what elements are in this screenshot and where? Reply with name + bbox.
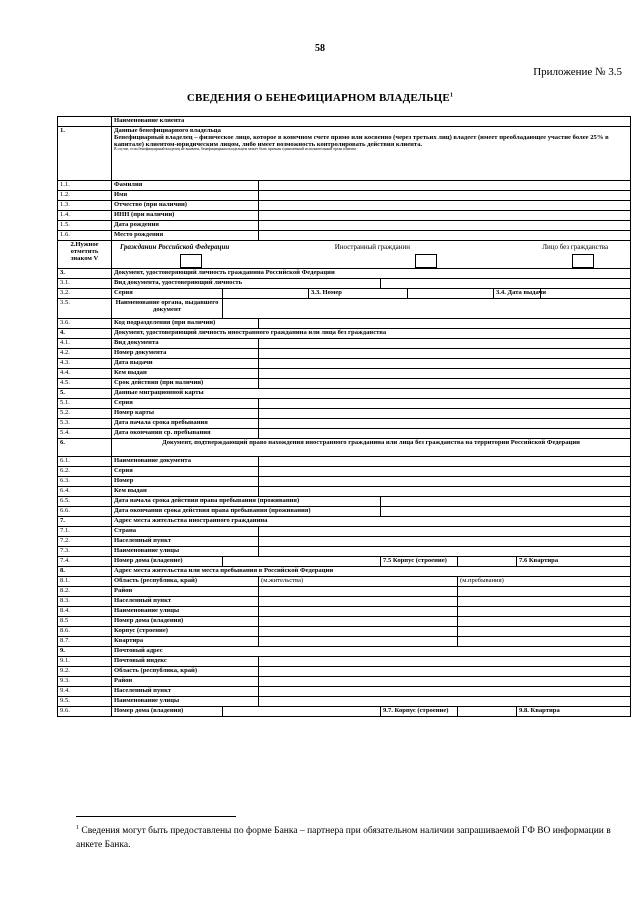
field-input[interactable] [259,537,631,547]
field-input[interactable] [259,687,631,697]
field-division-code-label: Код подразделения (при наличии) [112,319,259,329]
row-number: 3.6. [58,319,112,329]
field-number-label: 3.3. Номер [309,289,408,299]
field-house-input[interactable] [223,707,381,717]
row-number: 8.1. [58,577,112,587]
field-birthdate-input[interactable] [259,221,631,231]
field-label: Почтовый индекс [112,657,259,667]
row-number: 4.2. [58,349,112,359]
field-label: Наименование документа [112,457,259,467]
section8-heading: Адрес места жительства или места пребывания в Российской Федерации [112,567,631,577]
opt-stateless-label: Лицо без гражданства [542,243,609,251]
footnote-text: Сведения могут быть предоставлены по форме Банка – партнера при обязательном наличии запрашиваемой ГФ ВО информации в анкете Банка. [76,826,611,851]
row-number: 8.2. [58,587,112,597]
field-input[interactable] [259,419,631,429]
stay-input[interactable] [458,607,631,617]
opt-foreign-checkbox[interactable] [415,254,437,268]
section5-heading: Данные миграционной карты [112,389,631,399]
row-number: 4.3. [58,359,112,369]
page-number: 58 [315,43,325,54]
field-label: Область (республика, край) [112,667,259,677]
field-input[interactable] [259,359,631,369]
opt-foreign-label: Иностранный гражданин [334,243,410,251]
field-input[interactable] [381,507,631,517]
row-number: 5.2. [58,409,112,419]
field-label: Номер документа [112,349,259,359]
row-number: 6.2. [58,467,112,477]
field-birthdate-label: Дата рождения [112,221,259,231]
field-issue-date-input[interactable] [541,289,631,299]
field-apartment-label: 9.8. Квартира [517,707,631,717]
field-label: Район [112,677,259,687]
residence-input[interactable] [259,637,458,647]
field-building-input[interactable] [458,707,517,717]
row-number: 9.2. [58,667,112,677]
opt-stateless-checkbox[interactable] [572,254,594,268]
row-number: 7.3. [58,547,112,557]
field-input[interactable] [259,409,631,419]
section-1-heading: Данные бенефициарного владельца [114,127,221,134]
field-name-input[interactable] [259,191,631,201]
field-input[interactable] [259,467,631,477]
row-number: 6.6. [58,507,112,517]
field-input[interactable] [259,339,631,349]
section-1-content [112,127,631,181]
stay-input[interactable]: (м.пребывания) [458,577,631,587]
beneficiary-form-table [57,116,631,717]
section7-heading: Адрес места жительства иностранного гражданина [112,517,631,527]
postal-code-cells[interactable] [259,657,631,667]
row-number: 3.2. [58,289,112,299]
field-patronymic-label: Отчество (при наличии) [112,201,259,211]
appendix-label: Приложение № 3.5 [533,66,622,78]
row-number: 8.7. [58,637,112,647]
field-label: Номер карты [112,409,259,419]
client-name-label: Наименование клиента [112,117,631,127]
row-number: 4.5. [58,379,112,389]
stay-input[interactable] [458,637,631,647]
residence-input[interactable] [259,587,458,597]
row-number: 8.5 [58,617,112,627]
field-number-input[interactable] [408,289,494,299]
field-label: Наименование улицы [112,547,259,557]
field-inn-cells[interactable] [259,211,631,221]
field-label: Кем выдан [112,487,259,497]
field-label: Наименование улицы [112,607,259,617]
row-number: 3.1. [58,279,112,289]
field-issuer-label: Наименование органа, выдавшего документ [112,299,223,319]
section-1-number: 1. [58,127,112,181]
field-house-label: Номер дома (владения) [112,707,223,717]
section7-number: 7. [58,517,112,527]
residence-input[interactable] [259,617,458,627]
residence-input[interactable] [259,607,458,617]
opt-citizen-checkbox[interactable] [180,254,202,268]
row-number: 4.1. [58,339,112,349]
footnote [76,824,626,853]
field-birthplace-input[interactable] [259,231,631,241]
field-label: Район [112,587,259,597]
stay-input[interactable] [458,627,631,637]
field-series-label: Серия [112,289,223,299]
field-label: Населенный пункт [112,687,259,697]
field-building-label: 9.7. Корпус (строение) [381,707,458,717]
field-label: Кем выдан [112,369,259,379]
beneficiary-note: В случае, если бенефициарный владелец не выявлен, бенефициарным владельцем может быть признан единоличный исполнительный орган клиента. [114,147,357,152]
field-input[interactable] [259,667,631,677]
field-label: Дата окончания ср. пребывания [112,429,259,439]
field-name-label: Имя [112,191,259,201]
row-number: 6.1. [58,457,112,467]
field-label: Дата выдачи [112,359,259,369]
row-number: 7.1. [58,527,112,537]
field-input[interactable] [259,349,631,359]
field-building-input[interactable] [458,557,517,567]
footnote-mark: 1 [76,825,79,831]
row-number: 1.4. [58,211,112,221]
field-building-label: 7.5 Корпус (строение) [381,557,458,567]
field-label: Дата окончания срока действия права пребывания (проживания) [112,507,381,517]
field-apartment-label: 7.6 Квартира [517,557,631,567]
field-patronymic-input[interactable] [259,201,631,211]
form-title: СВЕДЕНИЯ О БЕНЕФИЦИАРНОМ ВЛАДЕЛЬЦЕ$^1$ [186,92,454,104]
stay-input[interactable] [458,597,631,607]
row-number: 9.3. [58,677,112,687]
opt-citizen-label: Гражданин Российской Федерации [120,243,230,251]
field-label: Серия [112,399,259,409]
field-issue-date-label: 3.4. Дата выдачи [494,289,541,299]
field-label: Область (республика, край) [112,577,259,587]
field-input[interactable] [259,429,631,439]
section-2-number: 2.Нужное отметить знаком V [58,241,112,269]
row-number: 9.6. [58,707,112,717]
field-label: Номер дома (владения) [112,617,259,627]
row-number: 1.1. [58,181,112,191]
field-surname-label: Фамилия [112,181,259,191]
row-number: 9.4. [58,687,112,697]
section-3-number: 3. [58,269,112,279]
stay-input[interactable] [458,617,631,627]
row-number: 3.5. [58,299,112,319]
field-house-label: Номер дома (владение) [112,557,223,567]
field-label: Вид документа [112,339,259,349]
section6-heading: Документ, подтверждающий право нахождения иностранного гражданина или лица без гражданства на территории Российской Федерации [112,439,631,457]
field-input[interactable] [259,379,631,389]
row-number: 6.5. [58,497,112,507]
field-input[interactable] [259,547,631,557]
field-input[interactable] [259,487,631,497]
section8-number: 8. [58,567,112,577]
row-number: 4.4. [58,369,112,379]
field-issuer-input[interactable] [223,299,631,319]
row-number: 6.4. [58,487,112,497]
field-birthplace-label: Место рождения [112,231,259,241]
field-doc-type-label: Вид документа, удостоверяющий личность [112,279,381,289]
row-number: 8.3. [58,597,112,607]
row-number: 5.4. [58,429,112,439]
section6-number: 6. [58,439,112,457]
row-number: 6.3. [58,477,112,487]
section5-number: 5. [58,389,112,399]
row-number: 1.6. [58,231,112,241]
field-surname-input[interactable] [259,181,631,191]
field-label: Страна [112,527,259,537]
field-label: Дата начала срока пребывания [112,419,259,429]
field-label: Дата начала срока действия права пребывания (проживания) [112,497,381,507]
row-number: 5.1. [58,399,112,409]
field-label: Квартира [112,637,259,647]
field-input[interactable] [259,677,631,687]
field-label: Наименование улицы [112,697,259,707]
field-division-code-input[interactable] [259,319,631,329]
residence-input[interactable] [259,627,458,637]
row-number: 1.3. [58,201,112,211]
residence-input[interactable] [259,597,458,607]
field-label: Номер [112,477,259,487]
section9-heading: Почтовый адрес [112,647,631,657]
residence-input[interactable]: (м.жительства) [259,577,458,587]
field-input[interactable] [259,399,631,409]
section4-heading: Документ, удостоверяющий личность иностранного гражданина или лица без гражданства [112,329,631,339]
field-input[interactable] [259,697,631,707]
row-number: 5.3. [58,419,112,429]
field-label: Населенный пункт [112,537,259,547]
citizenship-options [112,241,631,269]
section-3-heading: Документ, удостоверяющий личность гражданина Российской Федерации [112,269,631,279]
row-number: 7.2. [58,537,112,547]
field-inn-label: ИНН (при наличии) [112,211,259,221]
row-number: 8.6. [58,627,112,637]
row-number: 9.1. [58,657,112,667]
field-doc-type-input[interactable] [381,279,631,289]
field-input[interactable] [259,477,631,487]
footnote-separator [76,816,236,817]
section4-number: 4. [58,329,112,339]
row-number: 1.5. [58,221,112,231]
row-number: 8.4. [58,607,112,617]
field-input[interactable] [381,497,631,507]
row-number: 7.4. [58,557,112,567]
field-label: Населенный пункт [112,597,259,607]
field-label: Корпус (строение) [112,627,259,637]
row-number: 9.5. [58,697,112,707]
field-label: Срок действия (при наличии) [112,379,259,389]
title-footnote-mark: 1 [449,92,454,99]
stay-input[interactable] [458,587,631,597]
field-house-input[interactable] [223,557,381,567]
field-input[interactable] [259,369,631,379]
beneficiary-definition: Бенефициарный владелец – физическое лицо, которое в конечном счете прямо или косвенно (через третьих лиц) владеет (имеет преобладающее участие более 25% в капитале) клиентом-юридическим лицом, либо имеет возможность контролировать действия клиента. [114,134,609,149]
row-number: 1.2. [58,191,112,201]
field-input[interactable] [259,457,631,467]
field-input[interactable] [259,527,631,537]
field-label: Серия [112,467,259,477]
section9-number: 9. [58,647,112,657]
field-series-input[interactable] [223,289,309,299]
